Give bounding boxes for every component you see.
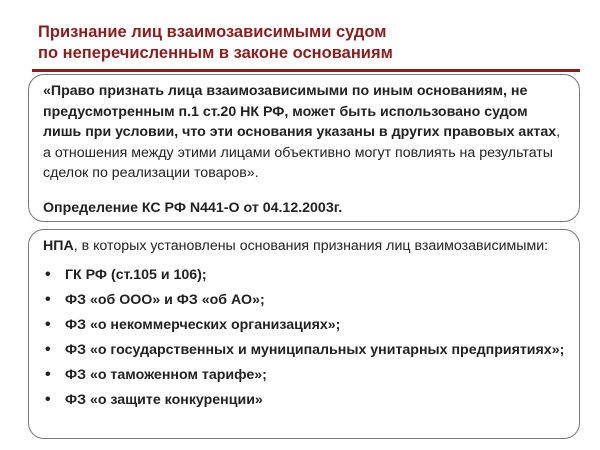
- list-item: • ФЗ «об ООО» и ФЗ «об АО»;: [43, 290, 565, 310]
- list-item: • ГК РФ (ст.105 и 106);: [43, 265, 565, 285]
- acts-intro-bold: НПА: [43, 238, 74, 254]
- list-item: • ФЗ «о некоммерческих организациях»;: [43, 315, 565, 335]
- quote-normal: , а отношения между этими лицами объективно могут повлиять на результаты сделок по реализации товаров».: [43, 124, 561, 181]
- quote-box: [28, 74, 580, 222]
- court-definition-reference: Определение КС РФ N441-О от 04.12.2003г.: [43, 199, 343, 216]
- acts-intro-normal: , в которых установлены основания признания лиц взаимозависимыми:: [73, 238, 549, 254]
- acts-intro: [43, 236, 565, 257]
- list-item: • ФЗ «о таможенном тарифе»;: [43, 365, 565, 385]
- acts-box: [28, 229, 580, 439]
- title-line-1: Признание лиц взаимозависимыми судом: [38, 23, 387, 41]
- court-quote: [43, 81, 565, 184]
- quote-bold: «Право признать лица взаимозависимыми по иным основаниям, не предусмотренным п.1 ст.20 НК РФ, может быть использовано судом лишь при условии, что эти основания указаны в других правовых актах: [43, 83, 557, 140]
- list-item: • ФЗ «о защите конкуренции»: [43, 390, 565, 410]
- title-line-2: по неперечисленным в законе основаниям: [38, 44, 393, 62]
- list-item: • ФЗ «о государственных и муниципальных унитарных предприятиях»;: [43, 340, 565, 360]
- page-title: [38, 22, 578, 64]
- title-underline: [32, 69, 580, 72]
- acts-list: [43, 265, 565, 410]
